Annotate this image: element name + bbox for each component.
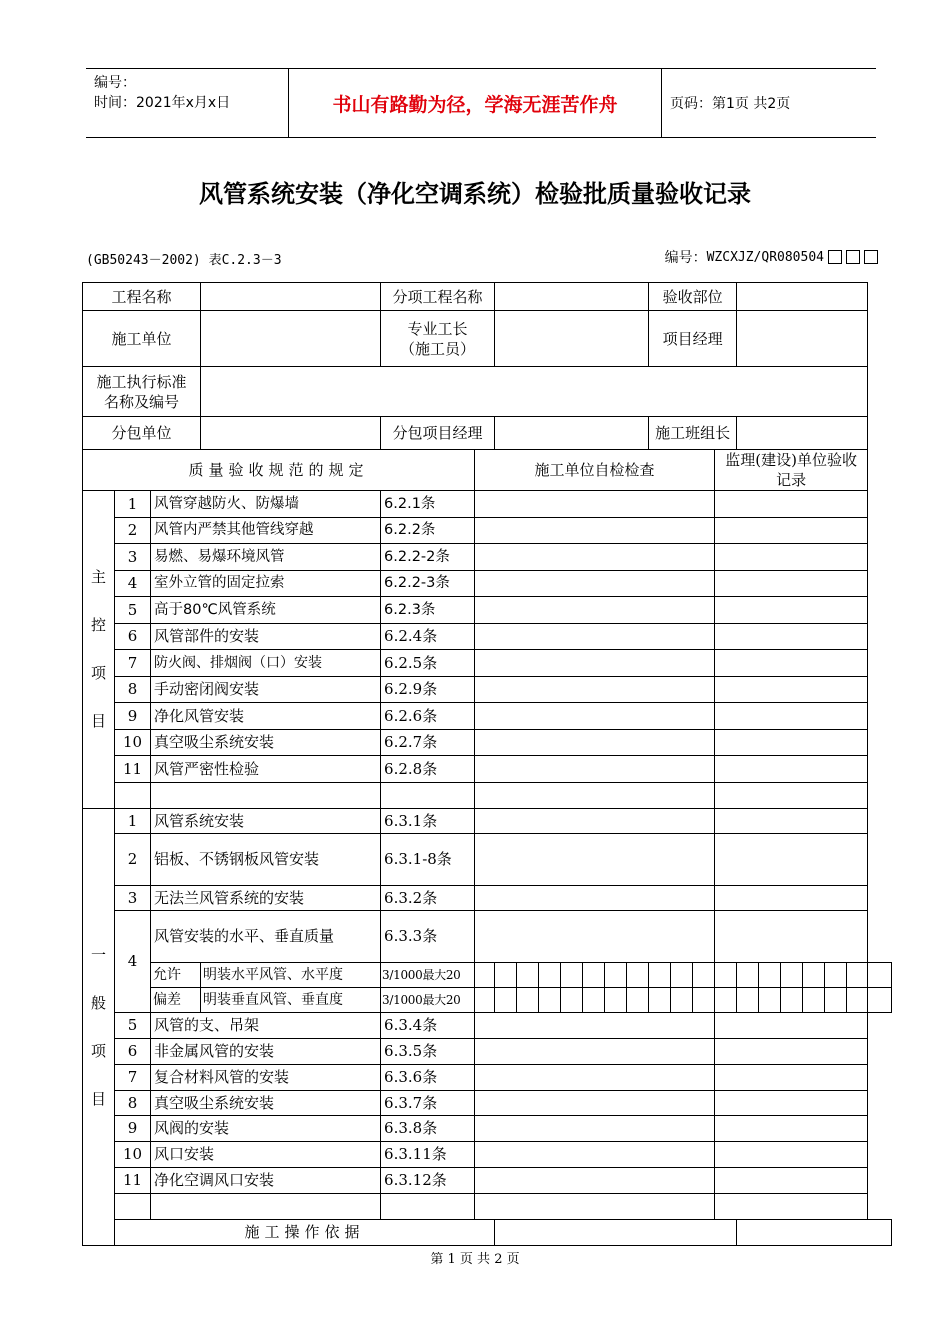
measure-cell[interactable] <box>605 962 627 987</box>
measure-cell[interactable] <box>517 962 539 987</box>
construction-unit-value[interactable] <box>201 311 381 367</box>
item-clause: 6.3.1-8条 <box>381 833 475 885</box>
measure-cell[interactable] <box>825 962 847 987</box>
item-number: 1 <box>115 491 151 518</box>
item-number: 10 <box>115 729 151 756</box>
item-name: 风管系统安装 <box>151 808 381 833</box>
self-check-cell[interactable] <box>475 1115 715 1141</box>
item-clause: 6.2.3条 <box>381 597 475 624</box>
header-page-info: 页码：第1页 共2页 <box>670 96 791 112</box>
supervision-cell[interactable] <box>715 1064 868 1090</box>
supervision-cell[interactable] <box>715 1115 868 1141</box>
item-number: 9 <box>115 1115 151 1141</box>
measure-cell[interactable] <box>737 962 759 987</box>
category-char: 控 <box>90 616 106 635</box>
item-name: 高于80℃风管系统 <box>151 597 381 624</box>
item-clause: 6.2.2-2条 <box>381 544 475 571</box>
item-clause: 6.3.11条 <box>381 1141 475 1167</box>
header-motto: 书山有路勤为径，学海无涯苦作舟 <box>288 69 662 137</box>
measure-cell[interactable] <box>627 962 649 987</box>
item-clause: 6.3.7条 <box>381 1090 475 1115</box>
empty-clause-cell[interactable] <box>381 1193 475 1219</box>
self-check-cell[interactable] <box>475 491 715 518</box>
item-clause: 6.3.2条 <box>381 885 475 910</box>
item-number: 8 <box>115 676 151 703</box>
measure-cell[interactable] <box>693 962 715 987</box>
category-char: 主 <box>90 568 106 587</box>
inspection-table <box>82 282 892 1246</box>
item-number: 11 <box>115 756 151 783</box>
empty-clause-cell[interactable] <box>381 782 475 808</box>
horizontal-tolerance-value: 3/1000最大20 <box>381 962 475 987</box>
vertical-tolerance-value: 3/1000最大20 <box>381 987 475 1012</box>
self-check-cell[interactable] <box>475 808 715 833</box>
item-number: 2 <box>115 833 151 885</box>
self-check-cell[interactable] <box>475 910 715 962</box>
item-name: 净化风管安装 <box>151 703 381 730</box>
sub-manager-label: 分包项目经理 <box>381 417 495 450</box>
sub-project-label: 分项工程名称 <box>381 283 495 311</box>
empty-number-cell <box>115 782 151 808</box>
item-name: 无法兰风管系统的安装 <box>151 885 381 910</box>
sub-project-value[interactable] <box>495 283 649 311</box>
measure-cell[interactable] <box>868 962 892 987</box>
self-check-cell[interactable] <box>475 1064 715 1090</box>
supervision-cell[interactable] <box>715 517 868 544</box>
self-check-cell[interactable] <box>475 676 715 703</box>
measure-cell[interactable] <box>627 987 649 1012</box>
measure-cell[interactable] <box>781 962 803 987</box>
measure-cell[interactable] <box>495 962 517 987</box>
item-clause: 6.2.7条 <box>381 729 475 756</box>
item-number: 11 <box>115 1167 151 1193</box>
measure-cell[interactable] <box>649 962 671 987</box>
supervision-cell[interactable] <box>715 703 868 730</box>
measure-cell[interactable] <box>847 987 868 1012</box>
supervision-cell[interactable] <box>715 1193 868 1219</box>
self-check-cell[interactable] <box>475 1012 715 1038</box>
supervision-cell[interactable] <box>715 1141 868 1167</box>
supervision-cell[interactable] <box>715 910 868 962</box>
empty-item-cell[interactable] <box>151 1193 381 1219</box>
vertical-tolerance-item: 明装垂直风管、垂直度 <box>201 987 381 1012</box>
acceptance-part-value[interactable] <box>737 283 868 311</box>
item-number: 4 <box>115 910 151 1012</box>
item-name: 真空吸尘系统安装 <box>151 1090 381 1115</box>
supervision-cell[interactable] <box>715 623 868 650</box>
header-meta <box>94 73 230 113</box>
general-category <box>83 808 115 1245</box>
item-name: 风管部件的安装 <box>151 623 381 650</box>
supervision-cell[interactable] <box>715 782 868 808</box>
supervision-cell[interactable] <box>715 570 868 597</box>
team-leader-label: 施工班组长 <box>649 417 737 450</box>
self-check-cell[interactable] <box>475 623 715 650</box>
self-check-column-header: 施工单位自检检查 <box>475 450 715 491</box>
measure-cell[interactable] <box>759 987 781 1012</box>
item-clause: 6.2.8条 <box>381 756 475 783</box>
main-control-category <box>83 491 115 809</box>
item-number: 10 <box>115 1141 151 1167</box>
record-code-label: 编号： <box>664 250 707 266</box>
operation-basis-label: 施工操作依据 <box>115 1219 495 1245</box>
standard-reference: (GB50243－2002) 表C.2.3－3 <box>86 253 282 268</box>
subcontractor-value[interactable] <box>201 417 381 450</box>
team-leader-value[interactable] <box>737 417 868 450</box>
category-char: 一 <box>90 945 106 964</box>
horizontal-tolerance-item: 明装水平风管、水平度 <box>201 962 381 987</box>
measure-cell[interactable] <box>803 987 825 1012</box>
measure-cell[interactable] <box>693 987 715 1012</box>
item-number: 3 <box>115 544 151 571</box>
item-number: 6 <box>115 1038 151 1064</box>
project-name-label: 工程名称 <box>83 283 201 311</box>
self-check-cell[interactable] <box>475 1193 715 1219</box>
foreman-label-line2: （施工员） <box>400 339 476 358</box>
measure-cell[interactable] <box>649 987 671 1012</box>
self-check-cell[interactable] <box>475 833 715 885</box>
item-number: 9 <box>115 703 151 730</box>
supervision-cell[interactable] <box>715 1167 868 1193</box>
item-name: 风管安装的水平、垂直质量 <box>151 910 381 962</box>
category-char: 项 <box>90 664 106 683</box>
self-check-cell[interactable] <box>475 1167 715 1193</box>
category-char: 目 <box>90 1089 106 1108</box>
item-number: 7 <box>115 650 151 677</box>
item-number: 7 <box>115 1064 151 1090</box>
item-number: 5 <box>115 1012 151 1038</box>
measure-cell[interactable] <box>539 987 561 1012</box>
supervision-cell[interactable] <box>715 885 868 910</box>
item-name: 易燃、易爆环境风管 <box>151 544 381 571</box>
measure-cell[interactable] <box>583 987 605 1012</box>
measure-cell[interactable] <box>759 962 781 987</box>
supervision-cell[interactable] <box>715 756 868 783</box>
measure-cell[interactable] <box>539 962 561 987</box>
item-name: 风管内严禁其他管线穿越 <box>151 517 381 544</box>
project-name-value[interactable] <box>201 283 381 311</box>
item-name: 风管的支、吊架 <box>151 1012 381 1038</box>
item-number: 4 <box>115 570 151 597</box>
item-number: 6 <box>115 623 151 650</box>
tolerance-label-bottom: 偏差 <box>151 987 201 1012</box>
item-name: 复合材料风管的安装 <box>151 1064 381 1090</box>
item-clause: 6.2.5条 <box>381 650 475 677</box>
project-manager-value[interactable] <box>737 311 868 367</box>
empty-number-cell <box>115 1193 151 1219</box>
supervision-cell[interactable] <box>715 597 868 624</box>
document-title: 风管系统安装（净化空调系统）检验批质量验收记录 <box>199 180 751 208</box>
measure-cell[interactable] <box>868 987 892 1012</box>
tolerance-label-top: 允许 <box>151 962 201 987</box>
item-number: 2 <box>115 517 151 544</box>
item-clause: 6.3.8条 <box>381 1115 475 1141</box>
spec-column-header: 质量验收规范的规定 <box>83 450 475 491</box>
self-check-cell[interactable] <box>475 756 715 783</box>
supervision-cell[interactable] <box>715 1038 868 1064</box>
supervision-cell[interactable] <box>715 650 868 677</box>
item-clause: 6.3.12条 <box>381 1167 475 1193</box>
item-clause: 6.3.6条 <box>381 1064 475 1090</box>
doc-number-label: 编号： <box>94 75 136 91</box>
foreman-label-line1: 专业工长 <box>407 319 468 338</box>
operation-basis-supervision[interactable] <box>737 1219 892 1245</box>
self-check-cell[interactable] <box>475 885 715 910</box>
standard-label-line2: 名称及编号 <box>104 392 180 411</box>
supervision-cell[interactable] <box>715 808 868 833</box>
supervision-cell[interactable] <box>715 1090 868 1115</box>
supervision-cell[interactable] <box>715 729 868 756</box>
code-checkbox[interactable] <box>828 250 842 264</box>
self-check-cell[interactable] <box>475 544 715 571</box>
category-char: 目 <box>90 712 106 731</box>
item-clause: 6.2.2-3条 <box>381 570 475 597</box>
subcontractor-label: 分包单位 <box>83 417 201 450</box>
measure-cell[interactable] <box>605 987 627 1012</box>
foreman-label <box>381 311 495 367</box>
self-check-cell[interactable] <box>475 597 715 624</box>
measure-cell[interactable] <box>825 987 847 1012</box>
item-name: 风管穿越防火、防爆墙 <box>151 491 381 518</box>
operation-basis-self-check[interactable] <box>495 1219 737 1245</box>
supervision-cell[interactable] <box>715 544 868 571</box>
measure-cell[interactable] <box>781 987 803 1012</box>
self-check-cell[interactable] <box>475 1141 715 1167</box>
measure-cell[interactable] <box>847 962 868 987</box>
measure-cell[interactable] <box>737 987 759 1012</box>
self-check-cell[interactable] <box>475 703 715 730</box>
code-checkbox[interactable] <box>864 250 878 264</box>
item-name: 手动密闭阀安装 <box>151 676 381 703</box>
measure-cell[interactable] <box>517 987 539 1012</box>
self-check-cell[interactable] <box>475 729 715 756</box>
standard-label <box>83 367 201 417</box>
item-name: 净化空调风口安装 <box>151 1167 381 1193</box>
self-check-cell[interactable] <box>475 517 715 544</box>
item-name: 真空吸尘系统安装 <box>151 729 381 756</box>
item-clause: 6.2.4条 <box>381 623 475 650</box>
item-clause: 6.2.6条 <box>381 703 475 730</box>
item-name: 风阀的安装 <box>151 1115 381 1141</box>
item-name: 防火阀、排烟阀（口）安装 <box>151 650 381 677</box>
project-manager-label: 项目经理 <box>649 311 737 367</box>
self-check-cell[interactable] <box>475 1090 715 1115</box>
measure-cell[interactable] <box>583 962 605 987</box>
item-number: 5 <box>115 597 151 624</box>
measure-cell[interactable] <box>715 962 737 987</box>
measure-cell[interactable] <box>715 987 737 1012</box>
measure-cell[interactable] <box>495 987 517 1012</box>
acceptance-part-label: 验收部位 <box>649 283 737 311</box>
standard-label-line1: 施工执行标准 <box>96 372 187 391</box>
item-number: 8 <box>115 1090 151 1115</box>
record-code-value: WZCXJZ/QR080504 <box>706 249 824 265</box>
item-clause: 6.3.1条 <box>381 808 475 833</box>
item-clause: 6.3.5条 <box>381 1038 475 1064</box>
item-name: 非金属风管的安装 <box>151 1038 381 1064</box>
measure-cell[interactable] <box>475 987 495 1012</box>
self-check-cell[interactable] <box>475 570 715 597</box>
construction-unit-label: 施工单位 <box>83 311 201 367</box>
supervision-cell[interactable] <box>715 491 868 518</box>
self-check-cell[interactable] <box>475 650 715 677</box>
supervision-cell[interactable] <box>715 676 868 703</box>
page-footer: 第 1 页 共 2 页 <box>430 1252 520 1267</box>
item-name: 室外立管的固定拉索 <box>151 570 381 597</box>
empty-item-cell[interactable] <box>151 782 381 808</box>
measure-cell[interactable] <box>561 962 583 987</box>
standard-value[interactable] <box>201 367 868 417</box>
item-number: 3 <box>115 885 151 910</box>
measure-cell[interactable] <box>671 962 693 987</box>
measure-cell[interactable] <box>803 962 825 987</box>
self-check-cell[interactable] <box>475 1038 715 1064</box>
item-number: 1 <box>115 808 151 833</box>
category-char: 般 <box>90 993 106 1012</box>
item-name: 风管严密性检验 <box>151 756 381 783</box>
item-clause: 6.2.1条 <box>381 491 475 518</box>
record-code <box>665 247 878 267</box>
self-check-cell[interactable] <box>475 782 715 808</box>
supervision-column-header: 监理(建设)单位验收记录 <box>715 450 868 491</box>
category-char: 项 <box>90 1041 106 1060</box>
code-checkbox[interactable] <box>846 250 860 264</box>
supervision-cell[interactable] <box>715 833 868 885</box>
sub-manager-value[interactable] <box>495 417 649 450</box>
item-clause: 6.2.2条 <box>381 517 475 544</box>
foreman-value[interactable] <box>495 311 649 367</box>
measure-cell[interactable] <box>475 962 495 987</box>
measure-cell[interactable] <box>561 987 583 1012</box>
page-header <box>86 68 876 138</box>
item-clause: 6.3.4条 <box>381 1012 475 1038</box>
item-clause: 6.2.9条 <box>381 676 475 703</box>
item-name: 风口安装 <box>151 1141 381 1167</box>
doc-date: 时间：2021年x月x日 <box>94 95 231 111</box>
supervision-cell[interactable] <box>715 1012 868 1038</box>
measure-cell[interactable] <box>671 987 693 1012</box>
item-name: 铝板、不锈钢板风管安装 <box>151 833 381 885</box>
item-clause: 6.3.3条 <box>381 910 475 962</box>
